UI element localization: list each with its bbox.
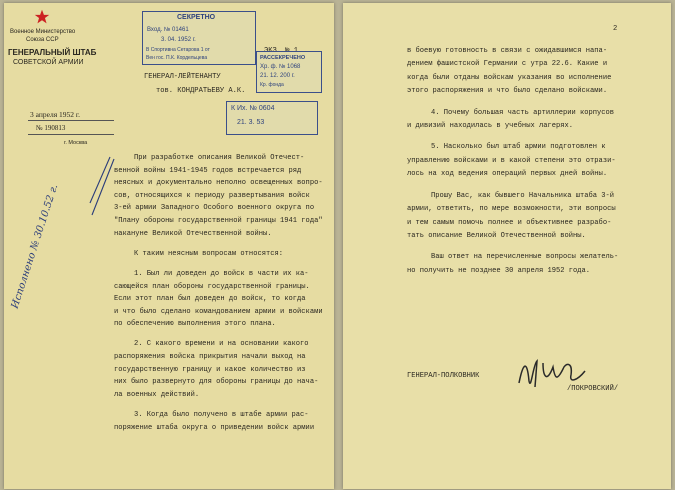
red-star-icon xyxy=(34,9,50,25)
body-line: 3. Когда было получено в штабе армии рас- xyxy=(134,411,309,420)
body-line: по обеспечению выполнения этого плана. xyxy=(114,320,276,329)
document-page-1 xyxy=(4,3,334,489)
body-line: При разработке описания Великой Отечест- xyxy=(134,154,305,162)
divider-line xyxy=(28,120,114,121)
body-line: дением фашистской Германии с утра 22.6. Какие и xyxy=(407,60,608,69)
stamp-secret-title: СЕКРЕТНО xyxy=(177,14,216,21)
body-line: когда были отданы войскам указания во исполнение xyxy=(407,73,612,82)
body-line: государственную границу и какое количество из xyxy=(114,365,306,374)
body-line: К таким неясным вопросам относятся: xyxy=(134,249,283,258)
addressee-rank: ГЕНЕРАЛ-ЛЕЙТЕНАНТУ xyxy=(144,73,221,81)
ministry-line-2: Союза ССР xyxy=(26,37,59,43)
addressee-name: тов. КОНДРАТЬЕВУ А.К. xyxy=(156,87,246,95)
stamp-declassified-title: РАССЕКРЕЧЕНО xyxy=(260,55,306,61)
document-page-2 xyxy=(343,3,671,489)
stamp-secret-line1: Вход. № 01461 xyxy=(147,27,189,33)
divider-line xyxy=(28,134,114,135)
stamp-secret-line2: 3. 04. 1952 г. xyxy=(161,37,196,43)
page-number: 2 xyxy=(613,25,618,33)
body-line: армии, ответить, по мере возможности, эти вопросы xyxy=(407,205,616,214)
body-line: 2. С какого времени и на основании какого xyxy=(134,340,309,349)
body-line: 1. Был ли доведен до войск в части их ка- xyxy=(134,269,309,278)
body-line: тать описание Великой Отечественной войны. xyxy=(407,231,586,240)
copy-label: ЭКЗ. № 1 xyxy=(264,47,299,55)
body-line: 3-ей армии Западного Особого военного округа по xyxy=(114,204,315,213)
body-line: в боевую готовность в связи с ожидавшимся напа- xyxy=(407,47,608,55)
ministry-line-1: Военное Министерство xyxy=(10,29,76,35)
stamp-secret-line3: В Спортивна Сетарова 1 от xyxy=(146,47,210,53)
signature-name: /ПОКРОВСКИЙ/ xyxy=(567,385,619,393)
body-line: поряжение штаба округа о приведении войск армии xyxy=(114,423,315,432)
body-line: накануне Великой Отечественной войны. xyxy=(114,229,272,238)
stamp-secret xyxy=(142,11,256,65)
letter-number: № 190813 xyxy=(36,124,66,132)
body-line: неясных и документально неполно освещенных вопро- xyxy=(114,179,323,188)
body-line: ла военных действий. xyxy=(114,390,200,399)
body-line: венной войны 1941-1945 годов встречается ряд xyxy=(114,166,302,175)
body-line: этого распоряжения и что было сделано войсками. xyxy=(407,87,608,96)
body-line: 5. Насколько был штаб армии подготовлен к xyxy=(431,143,606,152)
body-line: Если этот план был доведен до войск, то когда xyxy=(114,295,306,304)
stamp-registration xyxy=(226,101,318,135)
body-line: "Плану обороны государственной границы 1941 года" xyxy=(114,217,323,225)
body-line: и дивизий находилась в учебных лагерях. xyxy=(407,122,574,131)
body-line: 4. Почему большая часть артиллерии корпусов xyxy=(431,108,615,117)
body-line: и что было сделано командованием армии и войсками xyxy=(114,307,323,316)
staff-line-2: СОВЕТСКОЙ АРМИИ xyxy=(13,59,84,66)
stamp-registration-line1: К Их. № 0604 xyxy=(231,105,275,112)
stamp-declassified-line1: Хр. ф. № 1068 xyxy=(260,64,301,70)
body-line: и тем самым помочь полнее и объективнее разрабо- xyxy=(407,218,612,227)
body-line: сов, относящихся к периоду развертывания войск xyxy=(114,191,310,200)
body-line: них было развернуто для обороны границы до нача- xyxy=(114,378,319,387)
body-line: сающейся план обороны государственной границы. xyxy=(114,282,310,291)
signature-rank: ГЕНЕРАЛ-ПОЛКОВНИК xyxy=(407,372,480,380)
stamp-declassified-line3: Кр. фонда xyxy=(260,82,284,88)
body-line: но получить не позднее 30 апреля 1952 года. xyxy=(407,266,591,275)
stamp-registration-line2: 21. 3. 53 xyxy=(237,119,265,126)
body-line: Ваш ответ на перечисленные вопросы желатель- xyxy=(431,253,619,262)
letter-place: г. Москва xyxy=(64,140,88,146)
body-line: лось на ход ведения операций первых дней войны. xyxy=(407,170,608,179)
handwritten-margin-note: Исполнено № 30.10.52 г. xyxy=(9,182,61,311)
stamp-declassified-line2: 21. 12. 200 г. xyxy=(260,73,295,79)
stamp-declassified xyxy=(256,51,322,93)
letter-date: 3 апреля 1952 г. xyxy=(30,110,80,119)
stamp-secret-line4: Вен гос. П.К. Кордельцева xyxy=(146,55,208,61)
body-line: распоряжения войска прикрытия начали выход на xyxy=(114,353,306,362)
staff-line-1: ГЕНЕРАЛЬНЫЙ ШТАБ xyxy=(8,48,97,57)
body-line: управлению войсками и в какой степени это отрази- xyxy=(407,156,616,165)
body-line: Прошу Вас, как бывшего Начальника штаба 3-й xyxy=(431,191,615,200)
